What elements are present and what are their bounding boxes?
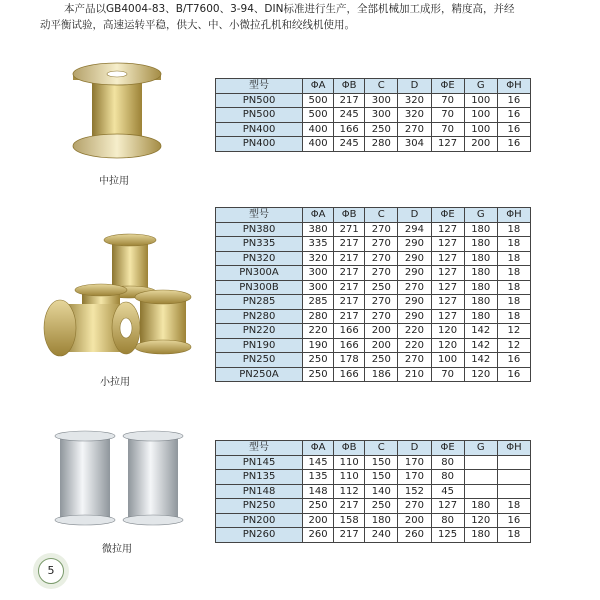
column-header: ΦE [431,79,464,94]
value-cell: 100 [431,353,464,368]
value-cell: 180 [464,295,497,310]
column-header: ΦB [334,441,365,456]
value-cell [464,484,497,499]
table-row [216,237,531,252]
value-cell: 270 [398,280,431,295]
table-row [216,295,531,310]
value-cell: 290 [398,309,431,324]
value-cell: 170 [398,455,431,470]
value-cell: 217 [334,266,365,281]
column-header: 型号 [216,208,303,223]
value-cell: 220 [398,338,431,353]
value-cell: 290 [398,251,431,266]
value-cell: 18 [497,237,530,252]
section-caption-small: 小拉用 [100,377,130,388]
column-header: C [365,208,398,223]
section-caption-micro: 微拉用 [102,544,132,555]
table-row [216,108,531,123]
value-cell: 70 [431,122,464,137]
value-cell: 178 [334,353,365,368]
value-cell: 217 [334,93,365,108]
value-cell: 200 [303,513,334,528]
value-cell [464,455,497,470]
value-cell: 18 [497,295,530,310]
column-header: D [398,79,431,94]
value-cell: 300 [365,108,398,123]
value-cell: 270 [398,353,431,368]
value-cell: 45 [431,484,464,499]
value-cell: 400 [303,137,334,152]
value-cell: 140 [365,484,398,499]
column-header: G [464,79,497,94]
value-cell: 127 [431,237,464,252]
value-cell: 18 [497,251,530,266]
value-cell: 200 [365,338,398,353]
value-cell: 300 [365,93,398,108]
value-cell: 127 [431,280,464,295]
table-row [216,513,531,528]
model-cell: PN320 [216,251,303,266]
spec-table-body [216,79,531,152]
value-cell: 120 [431,338,464,353]
value-cell: 271 [334,222,365,237]
column-header: 型号 [216,79,303,94]
intro-line-1: 本产品以GB4004-83、B/T7600、3-94、DIN标准进行生产，全部机械加工成形，精度高，并经 [64,3,515,15]
table-row [216,324,531,339]
value-cell: 127 [431,251,464,266]
value-cell: 80 [431,513,464,528]
column-header: 型号 [216,441,303,456]
column-header: C [365,441,398,456]
value-cell: 16 [497,108,530,123]
value-cell: 186 [365,367,398,382]
value-cell: 300 [303,266,334,281]
value-cell: 285 [303,295,334,310]
table-row [216,266,531,281]
micro-spool-image [48,430,198,530]
value-cell: 220 [398,324,431,339]
table-header-row [216,208,531,223]
value-cell: 270 [365,222,398,237]
value-cell: 250 [365,499,398,514]
value-cell: 16 [497,367,530,382]
column-header: ΦE [431,208,464,223]
value-cell: 110 [334,455,365,470]
value-cell: 500 [303,108,334,123]
model-cell: PN500 [216,93,303,108]
value-cell: 70 [431,367,464,382]
value-cell: 142 [464,353,497,368]
model-cell: PN335 [216,237,303,252]
spec-table-micro [215,440,531,543]
value-cell [464,470,497,485]
table-row [216,309,531,324]
model-cell: PN190 [216,338,303,353]
table-row [216,251,531,266]
model-cell: PN135 [216,470,303,485]
value-cell: 500 [303,93,334,108]
value-cell: 150 [365,470,398,485]
column-header: ΦE [431,441,464,456]
value-cell: 166 [334,324,365,339]
value-cell: 180 [365,513,398,528]
value-cell: 250 [303,353,334,368]
column-header: G [464,208,497,223]
model-cell: PN380 [216,222,303,237]
value-cell: 70 [431,93,464,108]
table-row [216,93,531,108]
table-row [216,338,531,353]
value-cell: 18 [497,280,530,295]
value-cell: 152 [398,484,431,499]
section-caption-medium: 中拉用 [99,176,129,187]
value-cell: 320 [398,108,431,123]
value-cell: 180 [464,222,497,237]
value-cell: 217 [334,295,365,310]
value-cell: 200 [398,513,431,528]
value-cell: 220 [303,324,334,339]
model-cell: PN220 [216,324,303,339]
table-row [216,484,531,499]
value-cell: 270 [398,122,431,137]
small-spool-image [40,232,200,362]
spec-table-body [216,441,531,543]
value-cell: 270 [365,237,398,252]
model-cell: PN285 [216,295,303,310]
table-row [216,353,531,368]
value-cell: 270 [365,266,398,281]
value-cell: 18 [497,528,530,543]
value-cell: 18 [497,309,530,324]
value-cell: 120 [431,324,464,339]
value-cell: 135 [303,470,334,485]
value-cell: 250 [365,353,398,368]
value-cell: 304 [398,137,431,152]
value-cell: 18 [497,266,530,281]
value-cell: 250 [303,499,334,514]
value-cell: 300 [303,280,334,295]
column-header: ΦA [303,441,334,456]
value-cell: 127 [431,295,464,310]
value-cell: 120 [464,367,497,382]
value-cell: 217 [334,309,365,324]
value-cell: 380 [303,222,334,237]
model-cell: PN300A [216,266,303,281]
value-cell: 127 [431,137,464,152]
value-cell: 280 [303,309,334,324]
value-cell: 217 [334,251,365,266]
value-cell: 217 [334,499,365,514]
value-cell: 217 [334,280,365,295]
model-cell: PN280 [216,309,303,324]
table-row [216,280,531,295]
value-cell: 16 [497,93,530,108]
value-cell: 270 [365,309,398,324]
value-cell: 190 [303,338,334,353]
value-cell: 217 [334,528,365,543]
model-cell: PN400 [216,137,303,152]
value-cell [497,455,530,470]
model-cell: PN260 [216,528,303,543]
value-cell: 80 [431,470,464,485]
value-cell: 127 [431,309,464,324]
value-cell: 70 [431,108,464,123]
value-cell: 127 [431,266,464,281]
value-cell: 112 [334,484,365,499]
value-cell: 250 [365,122,398,137]
value-cell: 270 [365,251,398,266]
value-cell: 210 [398,367,431,382]
column-header: ΦH [497,79,530,94]
model-cell: PN300B [216,280,303,295]
value-cell: 18 [497,499,530,514]
value-cell: 335 [303,237,334,252]
value-cell: 260 [398,528,431,543]
table-row [216,222,531,237]
intro-line-2: 动平衡试验，高速运转平稳，供大、中、小微拉孔机和绞线机使用。 [40,19,355,31]
model-cell: PN148 [216,484,303,499]
value-cell: 148 [303,484,334,499]
table-row [216,367,531,382]
value-cell: 180 [464,499,497,514]
table-row [216,499,531,514]
table-row [216,137,531,152]
value-cell: 290 [398,237,431,252]
column-header: ΦA [303,79,334,94]
value-cell: 142 [464,324,497,339]
value-cell: 127 [431,222,464,237]
value-cell: 245 [334,137,365,152]
table-header-row [216,79,531,94]
value-cell: 250 [365,280,398,295]
value-cell: 120 [464,513,497,528]
value-cell: 100 [464,122,497,137]
intro-text [40,1,554,33]
model-cell: PN250 [216,499,303,514]
value-cell: 16 [497,353,530,368]
model-cell: PN250 [216,353,303,368]
value-cell: 158 [334,513,365,528]
value-cell: 145 [303,455,334,470]
spec-table-body [216,208,531,382]
medium-spool-image [62,62,172,162]
column-header: C [365,79,398,94]
table-row [216,470,531,485]
column-header: ΦB [334,79,365,94]
table-row [216,455,531,470]
value-cell: 270 [365,295,398,310]
model-cell: PN200 [216,513,303,528]
value-cell: 166 [334,338,365,353]
value-cell: 12 [497,338,530,353]
value-cell: 180 [464,266,497,281]
value-cell: 200 [464,137,497,152]
value-cell: 166 [334,122,365,137]
value-cell: 180 [464,251,497,266]
table-header-row [216,441,531,456]
page-number: 5 [38,558,64,584]
value-cell: 250 [303,367,334,382]
value-cell: 110 [334,470,365,485]
value-cell: 294 [398,222,431,237]
value-cell: 125 [431,528,464,543]
value-cell: 180 [464,309,497,324]
table-row [216,528,531,543]
value-cell: 170 [398,470,431,485]
value-cell: 150 [365,455,398,470]
spec-table-small [215,207,531,382]
value-cell: 200 [365,324,398,339]
value-cell: 320 [303,251,334,266]
model-cell: PN145 [216,455,303,470]
value-cell: 270 [398,499,431,514]
value-cell: 100 [464,108,497,123]
value-cell: 16 [497,122,530,137]
column-header: G [464,441,497,456]
value-cell: 320 [398,93,431,108]
value-cell: 166 [334,367,365,382]
column-header: D [398,208,431,223]
value-cell: 18 [497,222,530,237]
table-row [216,122,531,137]
model-cell: PN250A [216,367,303,382]
value-cell: 16 [497,513,530,528]
value-cell: 180 [464,528,497,543]
value-cell: 217 [334,237,365,252]
value-cell: 280 [365,137,398,152]
column-header: ΦH [497,208,530,223]
value-cell: 100 [464,93,497,108]
value-cell: 245 [334,108,365,123]
model-cell: PN400 [216,122,303,137]
value-cell: 240 [365,528,398,543]
value-cell: 290 [398,266,431,281]
value-cell: 142 [464,338,497,353]
value-cell: 80 [431,455,464,470]
column-header: ΦB [334,208,365,223]
value-cell [497,484,530,499]
column-header: ΦA [303,208,334,223]
spec-table-medium [215,78,531,152]
value-cell: 180 [464,280,497,295]
value-cell: 16 [497,137,530,152]
column-header: D [398,441,431,456]
value-cell: 290 [398,295,431,310]
value-cell: 400 [303,122,334,137]
value-cell: 260 [303,528,334,543]
value-cell: 12 [497,324,530,339]
model-cell: PN500 [216,108,303,123]
column-header: ΦH [497,441,530,456]
value-cell [497,470,530,485]
value-cell: 180 [464,237,497,252]
value-cell: 127 [431,499,464,514]
